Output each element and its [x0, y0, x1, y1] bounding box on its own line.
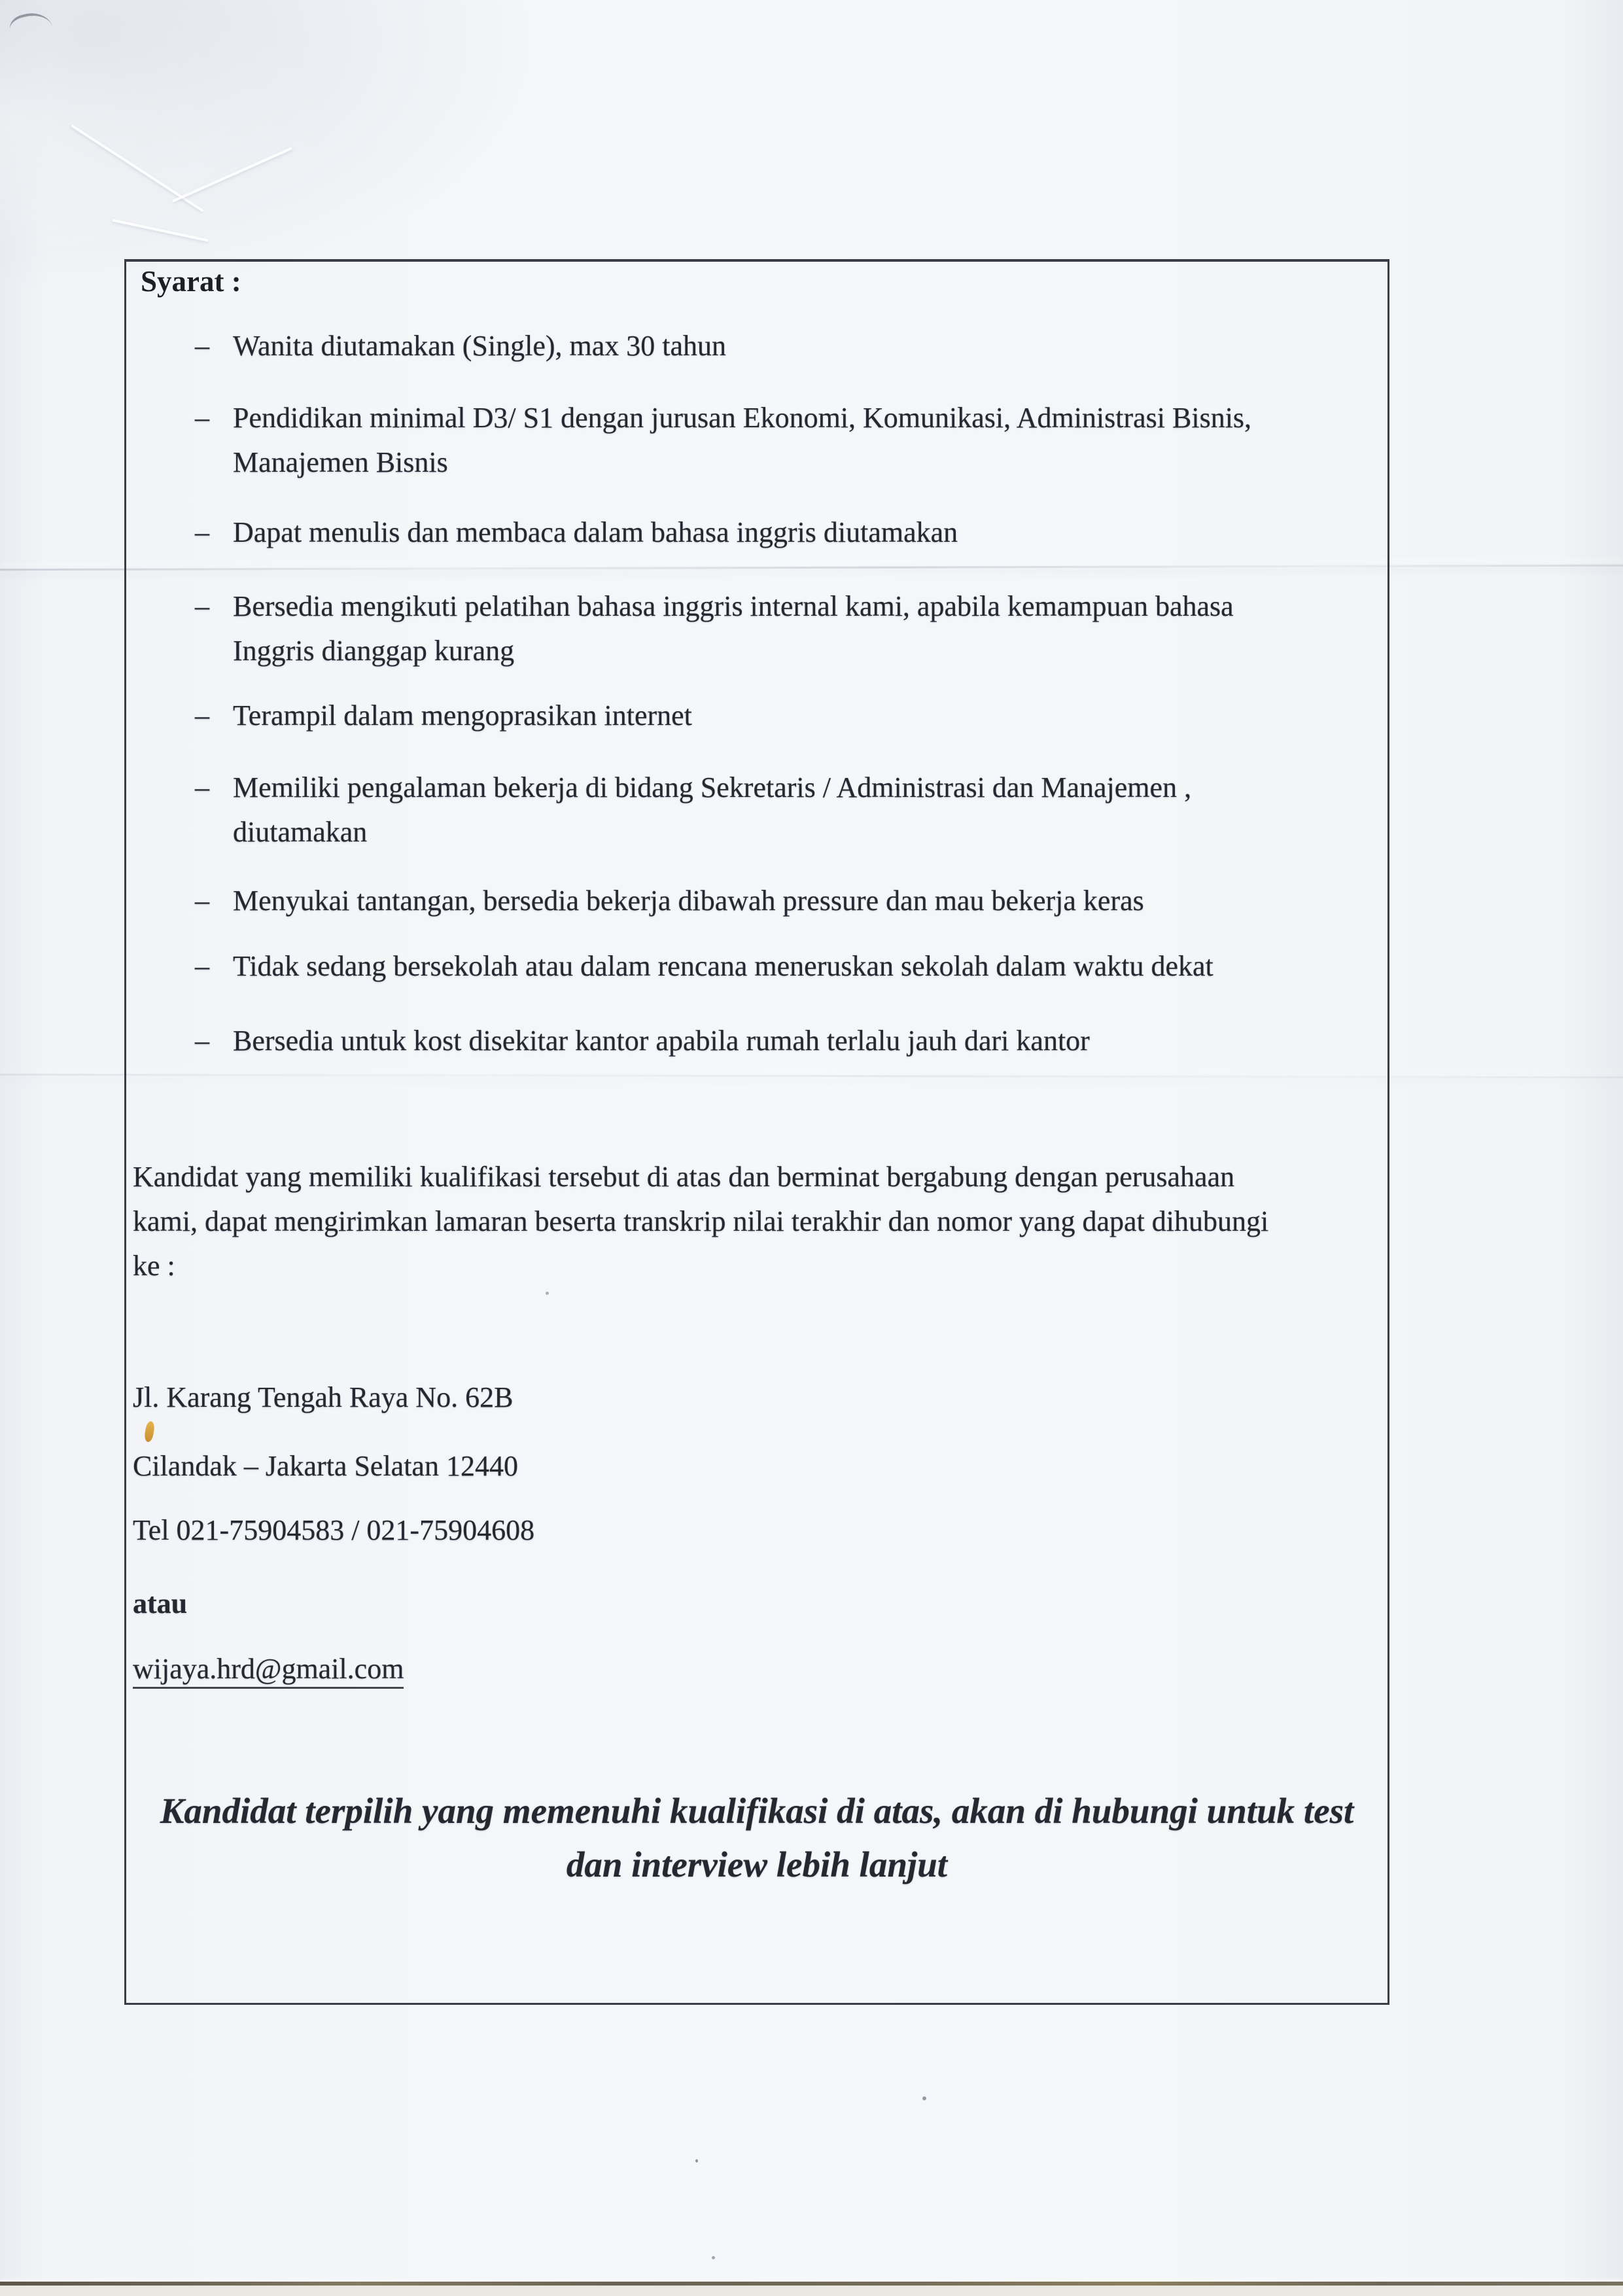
paper-fold-streak — [71, 124, 203, 212]
requirement-item — [195, 1019, 1090, 1063]
address-line-2: Cilandak – Jakarta Selatan 12440 — [133, 1450, 518, 1482]
bullet-dash: – — [195, 699, 209, 732]
requirement-line: Menyukai tantangan, bersedia bekerja dibawah pressure dan mau bekerja keras — [233, 885, 1144, 917]
requirement-item — [195, 766, 1191, 855]
bullet-dash: – — [195, 771, 209, 804]
requirement-item — [195, 694, 692, 738]
application-instructions — [133, 1155, 1268, 1288]
requirement-line: Wanita diutamakan (Single), max 30 tahun — [233, 330, 727, 362]
closing-line-2: dan interview lebih lanjut — [566, 1845, 948, 1884]
phone-line: Tel 021-75904583 / 021-75904608 — [133, 1514, 535, 1546]
closing-note — [126, 1784, 1387, 1892]
bullet-dash: – — [195, 516, 209, 548]
requirement-item — [195, 879, 1144, 923]
requirement-line: Manajemen Bisnis — [233, 446, 448, 478]
requirement-line: Memiliki pengalaman bekerja di bidang Sekretaris / Administrasi dan Manajemen , — [233, 771, 1192, 804]
requirements-box — [124, 259, 1389, 2005]
requirements-heading: Syarat : — [141, 265, 241, 298]
bullet-dash: – — [195, 1025, 209, 1057]
requirement-item — [195, 584, 1234, 673]
requirement-line: Bersedia untuk kost disekitar kantor apabila rumah terlalu jauh dari kantor — [233, 1025, 1090, 1057]
paragraph-line: kami, dapat mengirimkan lamaran beserta transkrip nilai terakhir dan nomor yang dapat dihubungi — [133, 1205, 1269, 1237]
paper-fold-streak — [172, 147, 292, 202]
requirement-item — [195, 944, 1213, 989]
bullet-dash: – — [195, 590, 209, 622]
or-label: atau — [133, 1587, 188, 1619]
requirement-line: Tidak sedang bersekolah atau dalam rencana meneruskan sekolah dalam waktu dekat — [233, 950, 1213, 982]
paper-speck — [695, 2159, 698, 2163]
requirement-line: Dapat menulis dan membaca dalam bahasa inggris diutamakan — [233, 516, 958, 548]
requirement-item — [195, 396, 1251, 485]
paper-speck — [712, 2256, 715, 2259]
bullet-dash: – — [195, 885, 209, 917]
requirement-line: Terampil dalam mengoprasikan internet — [233, 699, 692, 732]
requirement-item — [195, 324, 726, 368]
scanner-background — [0, 2286, 1623, 2296]
requirement-line: Pendidikan minimal D3/ S1 dengan jurusan Ekonomi, Komunikasi, Administrasi Bisnis, — [233, 402, 1252, 434]
paper-speck — [922, 2096, 926, 2100]
pen-squiggle-mark — [7, 9, 52, 38]
paragraph-line: ke : — [133, 1250, 175, 1282]
closing-line-1: Kandidat terpilih yang memenuhi kualifikasi di atas, akan di hubungi untuk test — [160, 1791, 1354, 1831]
email-underlined-text: wijaya.hrd@gmail.com — [133, 1653, 404, 1689]
bullet-dash: – — [195, 402, 209, 434]
address-line-1: Jl. Karang Tengah Raya No. 62B — [133, 1381, 514, 1413]
requirement-line: diutamakan — [233, 816, 368, 848]
email-address — [133, 1647, 404, 1691]
requirement-line: Bersedia mengikuti pelatihan bahasa inggris internal kami, apabila kemampuan bahasa — [233, 590, 1234, 622]
paper-fold-streak — [112, 219, 209, 241]
bullet-dash: – — [195, 330, 209, 362]
paragraph-line: Kandidat yang memiliki kualifikasi tersebut di atas dan berminat bergabung dengan perusahaan — [133, 1161, 1235, 1193]
requirement-line: Inggris dianggap kurang — [233, 635, 515, 667]
requirement-item — [195, 510, 958, 555]
bullet-dash: – — [195, 950, 209, 982]
